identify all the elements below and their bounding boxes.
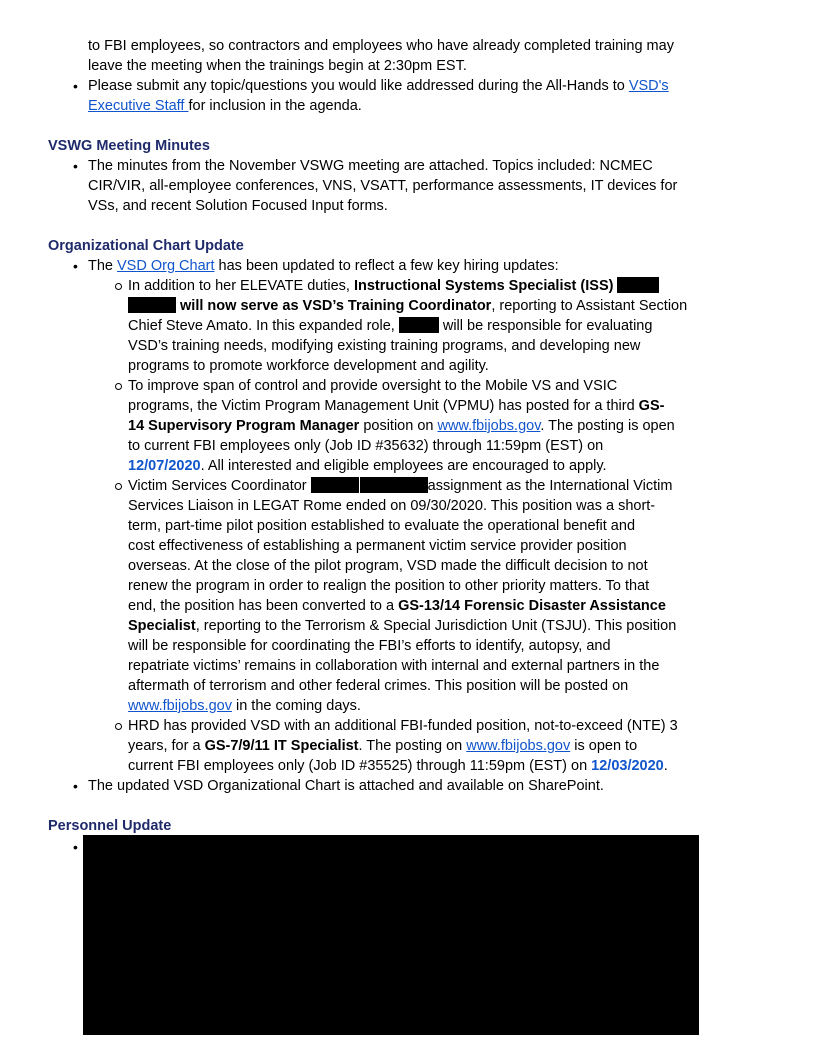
date-highlight: 12/07/2020 — [128, 458, 201, 474]
personnel-heading: Personnel Update — [48, 818, 172, 834]
text-line: term, part-time pilot position established to evaluate the operational benefit and — [128, 518, 636, 534]
sub-bullet — [115, 483, 122, 490]
date-highlight: 12/03/2020 — [591, 758, 664, 774]
bullet: • — [73, 158, 78, 174]
text-line: years, for a GS-7/9/11 IT Specialist. The posting on www.fbijobs.gov is open to — [128, 738, 638, 754]
text-line: www.fbijobs.gov in the coming days. — [128, 698, 361, 714]
text-line: VSD’s training needs, modifying existing training programs, and developing new — [128, 338, 641, 354]
text-line: overseas. At the close of the pilot program, VSD made the difficult decision to not — [128, 558, 648, 574]
text-line: will be responsible for coordinating the FBI’s efforts to identify, autopsy, and — [128, 638, 611, 654]
text-line: In addition to her ELEVATE duties, Instructional Systems Specialist (ISS) — [128, 276, 659, 296]
text-line: to FBI employees, so contractors and employees who have already completed training may — [88, 38, 674, 54]
text-line: repatriate victims’ remains in collaboration with internal and external partners in the — [128, 658, 660, 674]
text-line: end, the position has been converted to a GS-13/14 Forensic Disaster Assistance — [128, 598, 666, 614]
bullet: • — [73, 839, 78, 855]
text-line: programs, the Victim Program Management Unit (VPMU) has posted for a third GS- — [128, 398, 665, 414]
bullet: • — [73, 778, 78, 794]
redaction — [617, 277, 659, 293]
text-line: Executive Staff for inclusion in the agenda. — [88, 98, 362, 114]
text-line: The VSD Org Chart has been updated to reflect a few key hiring updates: — [88, 258, 559, 274]
text-line: 14 Supervisory Program Manager position on www.fbijobs.gov. The posting is open — [128, 418, 675, 434]
text-line: renew the program in order to realign the position to other priority matters. To that — [128, 578, 650, 594]
text-line: leave the meeting when the trainings begin at 2:30pm EST. — [88, 58, 467, 74]
text-line: aftermath of terrorism and other federal crimes. This position will be posted on — [128, 678, 629, 694]
sub-bullet — [115, 383, 122, 390]
text-line: The minutes from the November VSWG meeting are attached. Topics included: NCMEC — [88, 158, 653, 174]
bullet: • — [73, 258, 78, 274]
text-line: 12/07/2020. All interested and eligible employees are encouraged to apply. — [128, 458, 607, 474]
redaction — [128, 297, 176, 313]
redaction — [360, 477, 428, 493]
vsd-executive-staff-link[interactable]: VSD's — [628, 78, 669, 94]
sub-bullet — [115, 723, 122, 730]
vsd-org-chart-link[interactable]: VSD Org Chart — [117, 258, 215, 274]
bullet: • — [73, 78, 78, 94]
redaction — [311, 477, 359, 493]
vsd-executive-staff-link[interactable]: Executive Staff — [88, 98, 189, 114]
vswg-heading: VSWG Meeting Minutes — [48, 138, 210, 154]
text-line: To improve span of control and provide oversight to the Mobile VS and VSIC — [128, 378, 618, 394]
fbijobs-link[interactable]: www.fbijobs.gov — [437, 418, 541, 434]
text-line: to current FBI employees only (Job ID #35632) through 11:59pm (EST) on — [128, 438, 604, 454]
sub-bullet — [115, 283, 122, 290]
text-line: VSs, and recent Solution Focused Input forms. — [88, 198, 388, 214]
text-line: Victim Services Coordinator assignment as the International Victim — [128, 478, 673, 494]
text-line: will now serve as VSD’s Training Coordinator, reporting to Assistant Section — [128, 296, 687, 316]
text-line: current FBI employees only (Job ID #35525) through 11:59pm (EST) on 12/03/2020. — [128, 758, 668, 774]
redaction — [399, 317, 439, 333]
text-line: Specialist, reporting to the Terrorism & Special Jurisdiction Unit (TSJU). This position — [128, 618, 677, 634]
fbijobs-link[interactable]: www.fbijobs.gov — [466, 738, 571, 754]
text-line: The updated VSD Organizational Chart is attached and available on SharePoint. — [88, 778, 604, 794]
text-line: Services Liaison in LEGAT Rome ended on 09/30/2020. This position was a short- — [128, 498, 656, 514]
text-line: cost effectiveness of establishing a permanent victim service provider position — [128, 538, 627, 554]
text-line: CIR/VIR, all-employee conferences, VNS, VSATT, performance assessments, IT devices for — [88, 178, 678, 194]
text-line: Chief Steve Amato. In this expanded role, will be responsible for evaluating — [128, 318, 653, 334]
redaction-block — [83, 835, 699, 1035]
text-line: programs to promote workforce development and agility. — [128, 358, 489, 374]
org-chart-heading: Organizational Chart Update — [48, 238, 244, 254]
text-line: Please submit any topic/questions you would like addressed during the All-Hands to VSD's — [88, 78, 669, 94]
fbijobs-link[interactable]: www.fbijobs.gov — [128, 698, 232, 714]
text-line: HRD has provided VSD with an additional FBI-funded position, not-to-exceed (NTE) 3 — [128, 718, 678, 734]
